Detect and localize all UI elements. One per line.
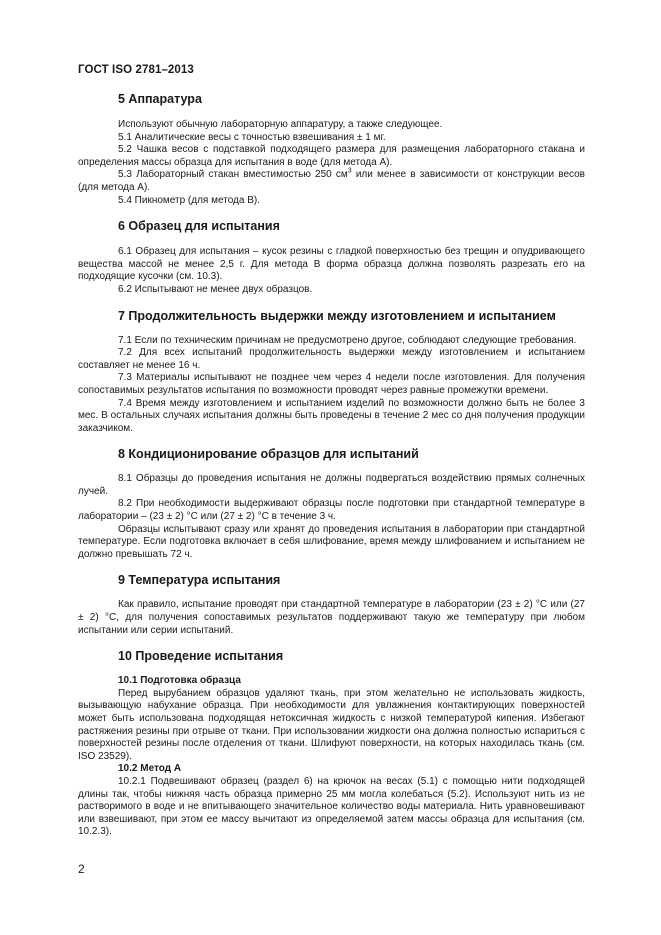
- paragraph: 10.2.1 Подвешивают образец (раздел 6) на крючок на весах (5.1) с помощью нити подходящей длины так, чтобы нижняя часть образца примерно 25 мм могла колебаться (5.2). Используют нить из не растворимого в воде и не впитывающего значительное количество воды материала. Нить уравновешивают или взвешивают, при этом ее массу вычитают из определяемой затем массы образца для испытания (см. 10.2.3).: [78, 775, 585, 838]
- section-8-body: [78, 473, 585, 561]
- section-7-body: [78, 335, 585, 436]
- section-9-body: [78, 599, 585, 637]
- standard-header: ГОСТ ISO 2781–2013: [78, 64, 194, 76]
- paragraph: 6.1 Образец для испытания – кусок резины с гладкой поверхностью без трещин и опудривающего вещества массой не менее 2,5 г. Для метода В форма образца должна позволять разрезать его на подходящие кусочки (см. 10.3).: [78, 246, 585, 283]
- section-heading-5: 5 Аппаратура: [118, 92, 202, 106]
- paragraph: 8.2 При необходимости выдерживают образцы после подготовки при стандартной температуре в лаборатории – (23 ± 2) °C или (27 ± 2) °C в течение 3 ч.: [78, 498, 585, 523]
- paragraph: 5.4 Пикнометр (для метода В).: [118, 194, 260, 206]
- paragraph: 7.1 Если по техническим причинам не предусмотрено другое, соблюдают следующие требования.: [118, 334, 577, 346]
- paragraph: 7.3 Материалы испытывают не позднее чем через 4 недели после изготовления. Для получения сопоставимых результатов испытания по возможности проводят через равные промежутки времени.: [78, 372, 585, 396]
- text-run: 5.3 Лабораторный стакан вместимостью 250 см: [118, 169, 348, 181]
- text-run: или менее в зависимости от конструкции весов (для метода А).: [78, 169, 585, 193]
- paragraph: [78, 169, 585, 194]
- section-heading-8: 8 Кондиционирование образцов для испытаний: [118, 447, 419, 462]
- page-number: 2: [78, 862, 85, 876]
- section-10-body: [78, 675, 585, 839]
- section-heading-9: 9 Температура испытания: [118, 573, 281, 588]
- paragraph: Перед вырубанием образцов удаляют ткань, при этом желательно не использовать жидкость, вызывающую набухание образца. При необходимости для увлажнения контактирующих поверхностей может быть использована подходящая нетоксичная жидкость с низкой температурой кипения. Избегают растяжения резины при отрыве от ткани. При использовании жидкости она должна полностью испариться с поверхностей резины после отделения от ткани. Шлифуют поверхности, на которых находилась ткань (см. ISO 23529).: [78, 687, 585, 762]
- page-content: [78, 88, 585, 839]
- section-heading-7: 7 Продолжительность выдержки между изготовлением и испытанием: [118, 308, 556, 323]
- paragraph: 7.4 Время между изготовлением и испытанием изделий по возможности должно быть не более 3 мес. В остальных случаях испытания должны быть проведены в течение 2 мес со дня получения продукции заказчиком.: [78, 397, 585, 434]
- section-heading-10: 10 Проведение испытания: [118, 649, 284, 664]
- section-5-body: [78, 119, 585, 207]
- paragraph: Образцы испытывают сразу или хранят до проведения испытания в лаборатории при стандартной температуре. Если подготовка включает в себя шлифование, время между шлифованием и испытанием не должно превышать 72 ч.: [78, 523, 585, 560]
- paragraph: 5.1 Аналитические весы с точностью взвешивания ± 1 мг.: [118, 131, 386, 143]
- subsection-heading: 10.2 Метод А: [118, 763, 182, 775]
- paragraph: Как правило, испытание проводят при стандартной температуре в лаборатории (23 ± 2) °C или (27 ± 2) °C, для получения сопоставимых результатов поддерживают такую же температуру при любом испытании или серии испытаний.: [78, 599, 585, 636]
- paragraph: 8.1 Образцы до проведения испытания не должны подвергаться воздействию прямых солнечных лучей.: [78, 473, 585, 497]
- paragraph: 6.2 Испытывают не менее двух образцов.: [118, 283, 313, 295]
- section-heading-6: 6 Образец для испытания: [118, 219, 280, 234]
- section-6-body: [78, 246, 585, 296]
- superscript: 3: [347, 168, 352, 176]
- paragraph: 7.2 Для всех испытаний продолжительность выдержки между изготовлением и испытанием составляет не менее 16 ч.: [78, 347, 585, 371]
- paragraph: 5.2 Чашка весов с подставкой подходящего размера для размещения лабораторного стакана и определения массы образца для испытания в воде (для метода А).: [78, 144, 585, 168]
- subsection-heading: 10.1 Подготовка образца: [118, 675, 241, 687]
- paragraph: Используют обычную лабораторную аппаратуру, а также следующее.: [118, 119, 443, 130]
